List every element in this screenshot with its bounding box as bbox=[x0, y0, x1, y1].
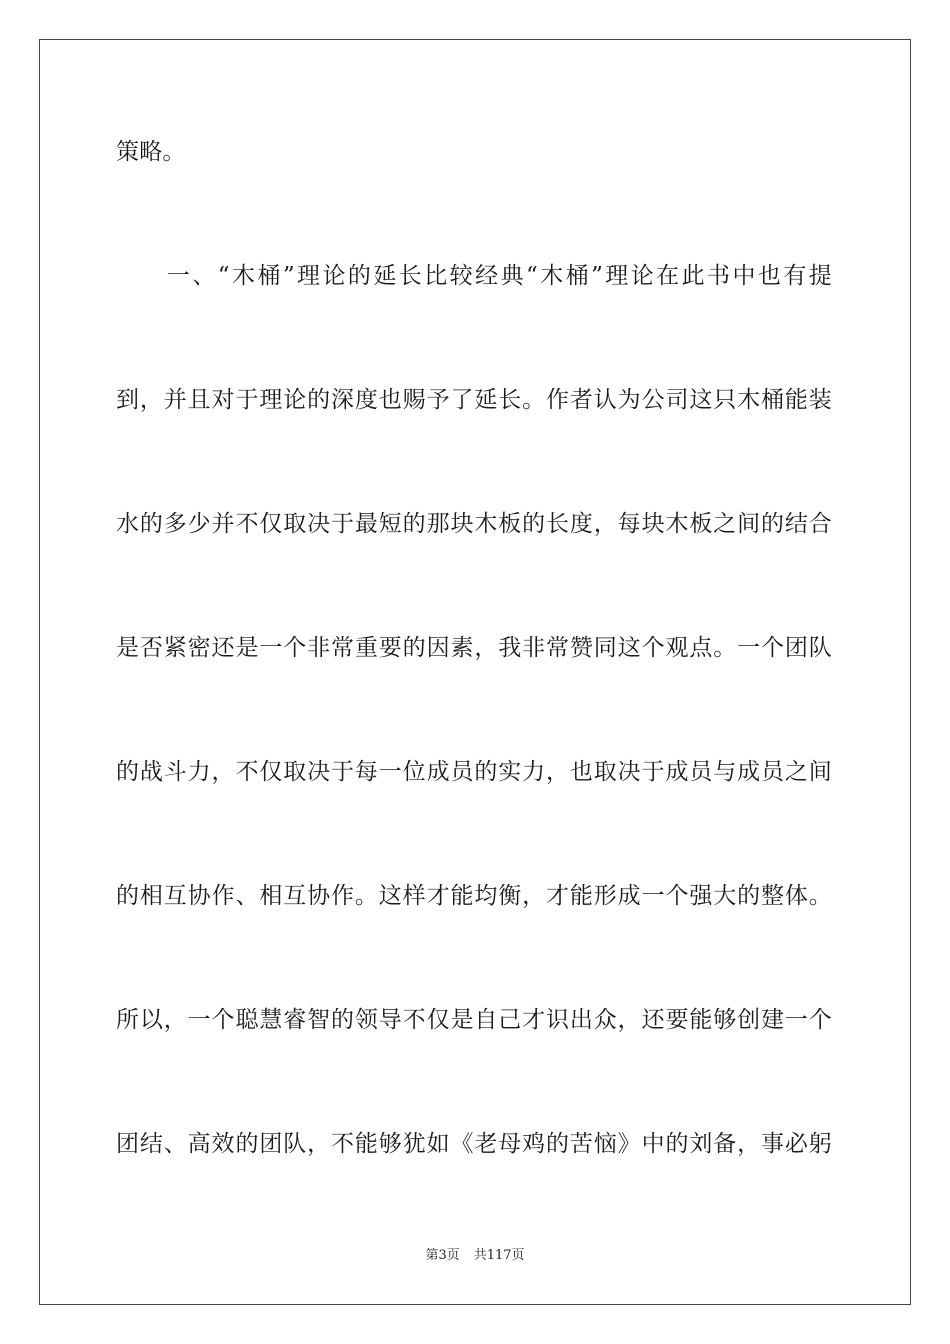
body-line-9: 团结、高效的团队，不能够犹如《老母鸡的苦恼》中的刘备，事必躬 bbox=[116, 1131, 832, 1157]
body-line-4: 水的多少并不仅取决于最短的那块木板的长度，每块木板之间的结合 bbox=[116, 511, 832, 537]
page-footer bbox=[0, 1247, 950, 1265]
total-pages: 共117页 bbox=[473, 1248, 525, 1263]
body-line-2: 一、“木桶”理论的延长比较经典“木桶”理论在此书中也有提 bbox=[116, 263, 832, 289]
body-line-5: 是否紧密还是一个非常重要的因素，我非常赞同这个观点。一个团队 bbox=[116, 635, 832, 661]
page-number: 第3页 bbox=[425, 1248, 460, 1263]
page-border bbox=[39, 39, 911, 1305]
body-line-7: 的相互协作、相互协作。这样才能均衡，才能形成一个强大的整体。 bbox=[116, 883, 832, 909]
body-line-3: 到，并且对于理论的深度也赐予了延长。作者认为公司这只木桶能装 bbox=[116, 387, 832, 413]
body-line-1: 策略。 bbox=[116, 139, 186, 165]
body-line-6: 的战斗力，不仅取决于每一位成员的实力，也取决于成员与成员之间 bbox=[116, 759, 832, 785]
body-line-8: 所以，一个聪慧睿智的领导不仅是自己才识出众，还要能够创建一个 bbox=[116, 1007, 832, 1033]
